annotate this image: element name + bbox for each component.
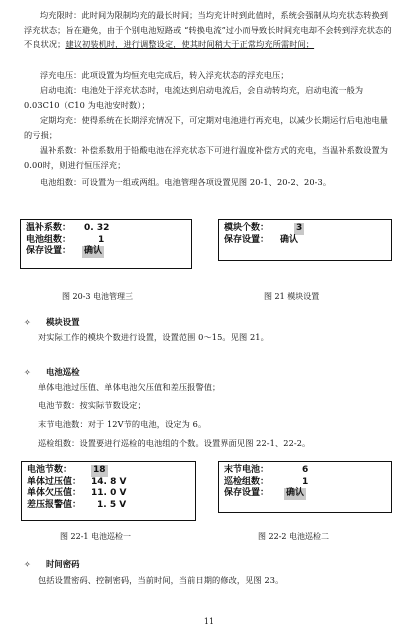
lcd-screen-battery-inspect-1: [21, 461, 196, 521]
paragraph-float-voltage: 浮充电压：此项设置为均恒充电完成后，转入浮充状态的浮充电压；: [40, 70, 289, 80]
lcd-row-battery-groups: [26, 235, 186, 247]
lcd-label: 温补系数：: [26, 223, 72, 233]
lcd-screen-battery-mgmt-3: [20, 219, 192, 269]
lcd-value: 1: [98, 234, 105, 245]
lcd-value: 14. 8 V: [91, 476, 127, 487]
lcd-value: 1: [302, 476, 309, 487]
section-heading-battery: [24, 366, 80, 379]
lcd-label: 巡检组数：: [224, 476, 270, 487]
lcd-label: 差压报警值：: [27, 499, 82, 510]
lcd-label: 单体过压值：: [27, 476, 82, 487]
lcd-value: 0. 32: [84, 223, 110, 233]
lcd-row-save: [224, 235, 386, 247]
section-title: 模块设置: [46, 317, 80, 327]
lcd-value-highlight: 确认: [286, 488, 305, 498]
paragraph-temp-comp: 温补系数：补偿系数用于铅酸电池在浮充状态下可进行温度补偿方式的充电，当温补系数设置为 0.00时，则进行恒压浮充；: [24, 145, 389, 170]
paragraph-start-current: 启动电流：电池处于浮充状态时，电流达到启动电流后，会自动转均充，启动电流一般为0.03C10（C10 为电池安时数）；: [24, 85, 364, 110]
figure-caption-22-1: 图 22-1 电池巡检一: [60, 532, 132, 541]
lcd-label: 末节电池：: [224, 465, 270, 475]
paragraph-periodic-equalize: 定期均充：使得系统在长期浮充情况下，可定期对电池进行再充电，以减少长期运行后电池电量的亏损；: [24, 115, 389, 140]
paragraph-battery-line-4: 巡检组数：设置要进行巡检的电池组的个数。设置界面见图 22-1、22-2。: [38, 438, 311, 448]
lcd-value: 11. 0 V: [91, 488, 127, 498]
section-title: 时间密码: [46, 559, 80, 569]
lcd-label: 保存设置：: [26, 246, 72, 256]
paragraph-module-text: 对实际工作的模块个数进行设置，设置范围 0～15。见图 21。: [38, 332, 269, 342]
lcd-row-battery-cells: [27, 465, 190, 477]
figure-caption-22-2: 图 22-2 电池巡检二: [258, 532, 330, 541]
section-heading-time-password: [24, 558, 80, 571]
lcd-value-highlight: 确认: [84, 246, 103, 256]
diamond-bullet-icon: ✧: [24, 368, 31, 377]
lcd-row-diff-alarm: [27, 500, 190, 512]
lcd-value: 1. 5 V: [97, 499, 127, 510]
lcd-screen-battery-inspect-2: [218, 461, 392, 513]
lcd-label: 单体欠压值：: [27, 488, 82, 498]
lcd-row-temp-coef: [26, 223, 186, 235]
paragraph-battery-line-2: 电池节数：按实际节数设定；: [38, 400, 146, 410]
section-title: 电池巡检: [46, 367, 80, 377]
lcd-value-highlight: 18: [93, 465, 106, 475]
figure-caption-21: 图 21 模块设置: [264, 292, 320, 301]
lcd-row-module-count: [224, 223, 386, 235]
paragraph-text: 均充限时：此时间为限制均充的最长时间；当均充计时到此值时，系统会强制从均充状态转换到浮充状态；旨在避免，由于个别电池短路或 “转换电流”过小而导致长时间充电却不会转到浮充状态的不良状况；: [24, 10, 392, 50]
paragraph-battery-groups: 电池组数：可设置为一组或两组。电池管理各项设置见图 20-1、20-2、20-3。: [40, 177, 332, 187]
section-heading-module: [24, 316, 80, 329]
paragraph-battery-line-1: 单体电池过压值、单体电池欠压值和差压报警值；: [38, 382, 221, 392]
figure-caption-20-3: 图 20-3 电池管理三: [62, 292, 134, 301]
lcd-row-save: [26, 246, 186, 258]
lcd-screen-module-setting: [218, 219, 392, 261]
page-number: 11: [203, 617, 215, 626]
lcd-value: 6: [302, 465, 309, 475]
lcd-row-under-voltage: [27, 488, 190, 500]
lcd-value-highlight: 3: [296, 223, 303, 233]
lcd-row-save: [224, 488, 386, 500]
lcd-row-over-voltage: [27, 477, 190, 489]
diamond-bullet-icon: ✧: [24, 560, 31, 569]
paragraph-equalize-time: [24, 8, 396, 52]
lcd-label: 保存设置：: [224, 488, 270, 498]
lcd-label: 电池节数：: [27, 465, 73, 475]
diamond-bullet-icon: ✧: [24, 318, 31, 327]
lcd-label: 保存设置：: [224, 234, 270, 245]
lcd-row-last-cells: [224, 465, 386, 477]
paragraph-underlined-text: 建议初装机时，进行调整设定，使其时间稍大于正常均充所需时间；: [65, 39, 315, 50]
paragraph-time-text: 包括设置密码、控制密码，当前时间，当前日期的修改，见图 23。: [38, 575, 284, 585]
paragraph-battery-line-3: 末节电池数：对于 12V节的电池，设定为 6。: [38, 419, 207, 429]
lcd-label: 模块个数：: [224, 223, 270, 233]
lcd-label: 电池组数：: [26, 234, 72, 245]
lcd-row-inspect-groups: [224, 477, 386, 489]
lcd-value: 确认: [280, 234, 299, 245]
